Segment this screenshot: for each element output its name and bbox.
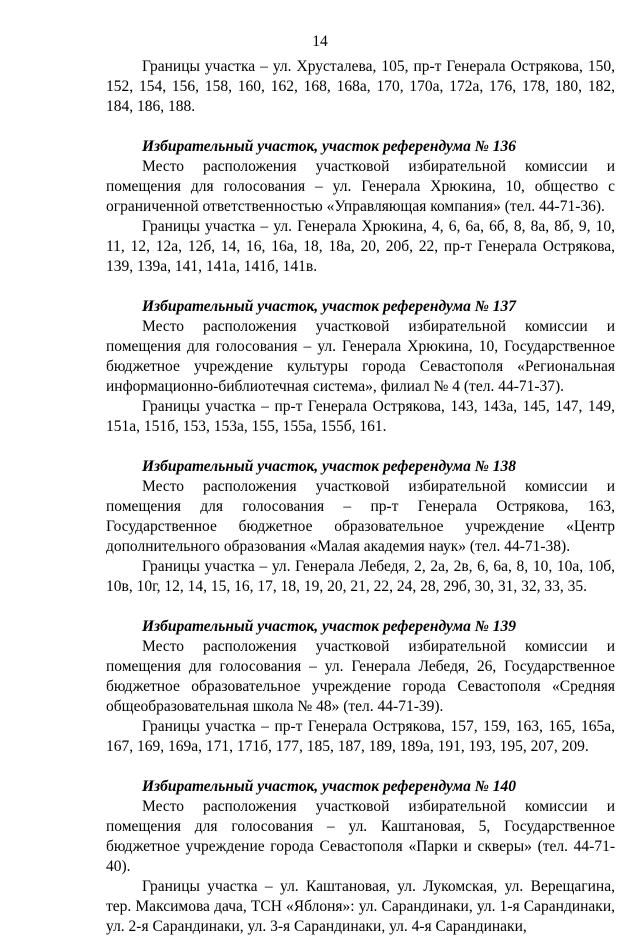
section-heading-139: Избирательный участок, участок референдума № 139 — [142, 618, 517, 635]
section-boundaries-139: Границы участка – пр-т Генерала Острякова, 157, 159, 163, 165, 165а, 167, 169, 169а, 171, 171б, 177, 185, 187, 189, 189а, 191, 193, 195, 207, 209. — [106, 718, 615, 755]
spacer — [106, 757, 615, 777]
section-location-137: Место расположения участковой избирательной комиссии и помещения для голосования – ул. Генерала Хрюкина, 10, Государственное бюджетное учреждение культуры города Севастополя «Региональная информационно-библиотечная система», филиал № 4 (тел. 44-71-37). — [106, 318, 615, 395]
spacer — [106, 277, 615, 297]
section-heading-136: Избирательный участок, участок референдума № 136 — [142, 138, 517, 155]
section-boundaries-138: Границы участка – ул. Генерала Лебедя, 2, 2а, 2в, 6, 6а, 8, 10, 10а, 10б, 10в, 10г, 12, 14, 15, 16, 17, 18, 19, 20, 21, 22, 24, 28, 29б, 30, 31, 32, 33, 35. — [106, 558, 615, 595]
section-location-139: Место расположения участковой избирательной комиссии и помещения для голосования – ул. Генерала Лебедя, 26, Государственное бюджетное образовательное учреждение города Севастополя «Средняя общеобразовательная школа № 48» (тел. 44-71-39). — [106, 638, 615, 715]
section-boundaries-137: Границы участка – пр-т Генерала Острякова, 143, 143а, 145, 147, 149, 151а, 151б, 153, 153а, 155, 155а, 155б, 161. — [106, 398, 615, 435]
page-number: 14 — [312, 33, 328, 50]
section-location-140: Место расположения участковой избирательной комиссии и помещения для голосования – ул. Каштановая, 5, Государственное бюджетное учреждение города Севастополя «Парки и скверы» (тел. 44-71-40). — [106, 798, 615, 875]
section-heading-140: Избирательный участок, участок референдума № 140 — [142, 778, 517, 795]
spacer — [106, 117, 615, 137]
spacer — [106, 437, 615, 457]
section-location-136: Место расположения участковой избирательной комиссии и помещения для голосования – ул. Генерала Хрюкина, 10, общество с ограниченной ответственностью «Управляющая компания» (тел. 44-71-36). — [106, 158, 615, 215]
spacer — [106, 597, 615, 617]
section-heading-138: Избирательный участок, участок референдума № 138 — [142, 458, 517, 475]
intro-boundaries: Границы участка – ул. Хрусталева, 105, пр-т Генерала Острякова, 150, 152, 154, 156, 158, 160, 162, 168, 168а, 170, 170а, 172а, 176, 178, 180, 182, 184, 186, 188. — [106, 58, 615, 115]
section-boundaries-140: Границы участка – ул. Каштановая, ул. Лукомская, ул. Верещагина, тер. Максимова дача, ТСН «Яблоня»: ул. Сарандинаки, ул. 1-я Сарандинаки, ул. 2-я Сарандинаки, ул. 3-я Сарандинаки, ул. 4-я Сарандинаки, — [106, 878, 615, 935]
section-heading-137: Избирательный участок, участок референдума № 137 — [142, 298, 517, 315]
document-body — [106, 57, 615, 937]
section-location-138: Место расположения участковой избирательной комиссии и помещения для голосования – пр-т Генерала Острякова, 163, Государственное бюджетное образовательное учреждение «Центр дополнительного образования «Малая академия наук» (тел. 44-71-38). — [106, 478, 615, 555]
section-boundaries-136: Границы участка – ул. Генерала Хрюкина, 4, 6, 6а, 6б, 8, 8а, 8б, 9, 10, 11, 12, 12а, 12б, 14, 16, 16а, 18, 18а, 20, 20б, 22, пр-т Генерала Острякова, 139, 139а, 141, 141а, 141б, 141в. — [106, 218, 615, 275]
